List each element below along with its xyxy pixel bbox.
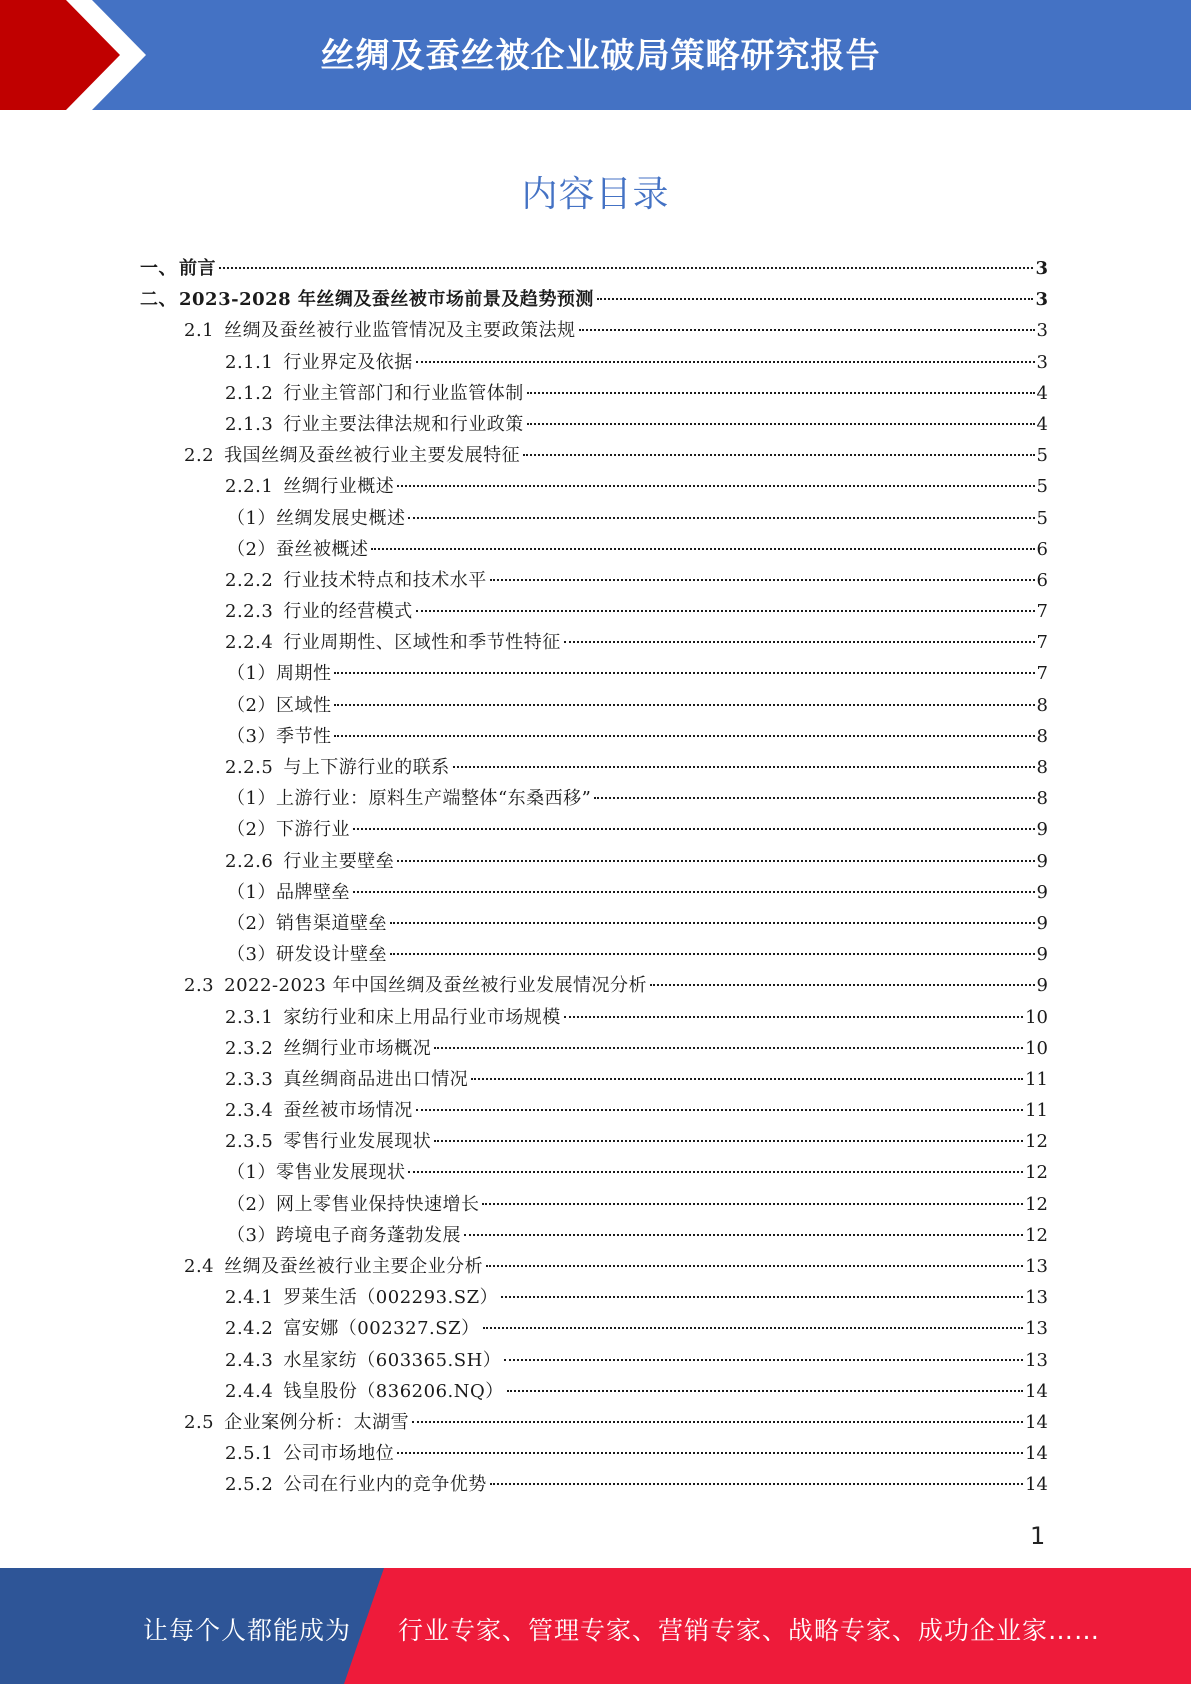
toc-entry-number: （1） xyxy=(227,1162,276,1184)
toc-entry[interactable] xyxy=(140,596,1048,627)
toc-entry-number: （2） xyxy=(227,694,276,716)
footer-slogan-right: 行业专家、管理专家、营销专家、战略专家、成功企业家…… xyxy=(398,1616,1101,1645)
toc-dot-leader xyxy=(507,1389,1023,1392)
toc-entry-label: 真丝绸商品进出口情况 xyxy=(283,1068,469,1090)
toc-dot-leader xyxy=(650,983,1034,986)
toc-dot-leader xyxy=(408,1170,1023,1173)
toc-entry[interactable] xyxy=(140,1469,1048,1500)
toc-dot-leader xyxy=(471,1077,1023,1080)
toc-entry-page: 9 xyxy=(1036,881,1048,903)
toc-dot-leader xyxy=(564,640,1035,643)
toc-dot-leader xyxy=(564,1015,1023,1018)
toc-entry-page: 9 xyxy=(1036,819,1048,841)
toc-entry-label: 丝绸发展史概述 xyxy=(275,507,406,529)
toc-entry-label: 行业主要壁垒 xyxy=(283,850,395,872)
toc-entry-page: 9 xyxy=(1036,975,1048,997)
toc-entry-number: 2.3.5 xyxy=(225,1131,274,1153)
toc-dot-leader xyxy=(353,890,1035,893)
toc-entry-number: 2.1.1 xyxy=(225,351,274,373)
toc-dot-leader xyxy=(594,796,1034,799)
toc-entry[interactable] xyxy=(140,503,1048,534)
toc-dot-leader xyxy=(527,391,1035,394)
toc-entry-number: 2.2.1 xyxy=(225,476,274,498)
toc-entry[interactable] xyxy=(140,253,1048,284)
toc-dot-leader xyxy=(434,1046,1023,1049)
toc-entry-page: 14 xyxy=(1025,1474,1048,1496)
toc-entry[interactable] xyxy=(140,1095,1048,1126)
toc-entry-page: 13 xyxy=(1025,1256,1048,1277)
toc-entry[interactable] xyxy=(140,1002,1048,1033)
toc-entry[interactable] xyxy=(140,970,1048,1001)
toc-entry-label: 罗莱生活（002293.SZ） xyxy=(283,1287,499,1309)
toc-entry-number: 2.3.2 xyxy=(225,1037,274,1059)
toc-entry-label: 行业技术特点和技术水平 xyxy=(283,569,487,591)
toc-entry-number: （2） xyxy=(227,1193,276,1215)
toc-entry-page: 8 xyxy=(1036,757,1048,778)
toc-entry[interactable] xyxy=(140,315,1048,346)
toc-entry-label: 与上下游行业的联系 xyxy=(283,757,450,778)
toc-entry-label: 行业主要法律法规和行业政策 xyxy=(283,413,524,435)
toc-entry-label: 跨境电子商务蓬勃发展 xyxy=(275,1224,461,1246)
toc-entry-number: 2.2.3 xyxy=(225,601,274,623)
toc-entry-page: 13 xyxy=(1025,1349,1048,1371)
toc-entry-page: 12 xyxy=(1025,1162,1048,1184)
toc-entry-number: （3） xyxy=(227,1224,276,1246)
toc-entry-page: 8 xyxy=(1036,725,1048,747)
toc-entry-label: 周期性 xyxy=(275,663,332,685)
toc-dot-leader xyxy=(334,703,1034,706)
toc-entry-label: 行业的经营模式 xyxy=(283,601,413,623)
toc-entry[interactable] xyxy=(140,814,1048,845)
toc-dot-leader xyxy=(486,1264,1023,1267)
toc-entry-page: 9 xyxy=(1036,944,1048,966)
toc-entry-number: （2） xyxy=(227,538,276,560)
toc-entry-page: 4 xyxy=(1036,413,1048,435)
toc-entry-label: 零售业发展现状 xyxy=(275,1162,406,1184)
toc-entry-number: （2） xyxy=(227,819,276,841)
toc-dot-leader xyxy=(408,516,1034,519)
toc-entry-label: 品牌壁垒 xyxy=(275,881,350,903)
toc-entry-label: 零售行业发展现状 xyxy=(283,1131,432,1153)
toc-entry-page: 13 xyxy=(1025,1318,1048,1340)
toc-dot-leader xyxy=(597,297,1034,300)
toc-entry-label: 公司在行业内的竞争优势 xyxy=(283,1474,487,1496)
toc-entry-page: 3 xyxy=(1036,351,1048,373)
toc-entry[interactable] xyxy=(140,1376,1048,1407)
toc-dot-leader xyxy=(412,1420,1023,1423)
toc-entry-label: 富安娜（002327.SZ） xyxy=(283,1318,480,1340)
toc-dot-leader xyxy=(464,1233,1023,1236)
toc-entry[interactable] xyxy=(140,1251,1048,1282)
toc-entry-page: 7 xyxy=(1036,601,1048,623)
toc-entry[interactable] xyxy=(140,471,1048,502)
toc-entry[interactable] xyxy=(140,1189,1048,1220)
toc-dot-leader xyxy=(527,422,1035,425)
toc-entry-label: 前言 xyxy=(179,258,216,279)
toc-entry-label: 上游行业：原料生产端整体“东桑西移” xyxy=(275,788,592,810)
toc-entry-label: 丝绸及蚕丝被行业主要企业分析 xyxy=(224,1256,484,1277)
toc-entry-number: （3） xyxy=(227,944,276,966)
toc-entry-label: 公司市场地位 xyxy=(283,1443,395,1465)
toc-entry[interactable] xyxy=(140,1064,1048,1095)
toc-entry-label: 区域性 xyxy=(275,694,332,716)
toc-dot-leader xyxy=(219,266,1033,269)
toc-entry-label: 丝绸及蚕丝被行业监管情况及主要政策法规 xyxy=(224,320,576,342)
toc-dot-leader xyxy=(334,671,1034,674)
toc-dot-leader xyxy=(579,328,1035,331)
toc-dot-leader xyxy=(353,827,1035,830)
toc-entry[interactable] xyxy=(140,1033,1048,1064)
toc-entry-page: 12 xyxy=(1025,1224,1048,1246)
toc-dot-leader xyxy=(490,578,1035,581)
toc-entry-page: 5 xyxy=(1036,445,1048,467)
toc-dot-leader xyxy=(416,609,1035,612)
toc-entry-page: 4 xyxy=(1036,382,1048,404)
toc-entry-label: 季节性 xyxy=(275,725,332,747)
toc-entry-label: 网上零售业保持快速增长 xyxy=(275,1193,480,1215)
toc-entry-page: 7 xyxy=(1036,663,1048,685)
toc-entry-number: 2.4.1 xyxy=(225,1287,274,1309)
toc-entry-number: 2.4 xyxy=(184,1256,215,1277)
toc-dot-leader xyxy=(482,1202,1023,1205)
toc-entry[interactable] xyxy=(140,1313,1048,1344)
toc-entry-number: 2.2.2 xyxy=(225,569,274,591)
toc-entry-page: 6 xyxy=(1036,538,1048,560)
toc-dot-leader xyxy=(397,484,1034,487)
footer-slogan-left: 让每个人都能成为 xyxy=(143,1616,352,1645)
toc-entry-number: 二、 xyxy=(140,289,177,311)
toc-entry[interactable] xyxy=(140,658,1048,689)
toc-entry-number: 2.3.4 xyxy=(225,1100,274,1122)
toc-entry[interactable] xyxy=(140,1220,1048,1251)
toc-entry-page: 8 xyxy=(1036,694,1048,716)
toc-entry[interactable] xyxy=(140,284,1048,315)
toc-entry[interactable] xyxy=(140,378,1048,409)
toc-entry-label: 蚕丝被概述 xyxy=(275,538,369,560)
header-banner xyxy=(0,0,1191,110)
toc-entry-page: 9 xyxy=(1036,850,1048,872)
toc-entry-number: （3） xyxy=(227,725,276,747)
toc-entry[interactable] xyxy=(140,1407,1048,1438)
toc-entry-label: 行业主管部门和行业监管体制 xyxy=(283,382,524,404)
toc-entry-label: 水星家纺（603365.SH） xyxy=(283,1349,502,1371)
toc-entry-label: 2023-2028 年丝绸及蚕丝被市场前景及趋势预测 xyxy=(179,289,594,311)
toc-entry-page: 3 xyxy=(1035,258,1048,279)
toc-dot-leader xyxy=(390,952,1035,955)
toc-entry[interactable] xyxy=(140,1438,1048,1469)
toc-entry-label: 研发设计壁垒 xyxy=(275,944,387,966)
toc-entry-number: 2.3.1 xyxy=(225,1006,274,1028)
toc-entry-label: 钱皇股份（836206.NQ） xyxy=(283,1380,504,1402)
toc-entry[interactable] xyxy=(140,565,1048,596)
toc-entry-number: 2.5.2 xyxy=(225,1474,274,1496)
toc-entry[interactable] xyxy=(140,752,1048,783)
toc-entry-number: 2.1 xyxy=(184,320,215,342)
toc-entry[interactable] xyxy=(140,347,1048,378)
toc-entry-number: 2.2 xyxy=(184,445,215,467)
toc-entry-number: 2.4.3 xyxy=(225,1349,274,1371)
toc-heading: 内容目录 xyxy=(521,174,670,215)
toc-dot-leader xyxy=(501,1295,1023,1298)
toc-entry[interactable] xyxy=(140,783,1048,814)
toc-entry[interactable] xyxy=(140,1157,1048,1188)
toc-entry-page: 14 xyxy=(1025,1411,1048,1433)
page-number: 1 xyxy=(1030,1522,1046,1550)
toc-entry-number: 2.1.2 xyxy=(225,382,274,404)
toc-entry-number: （2） xyxy=(227,912,276,934)
toc-dot-leader xyxy=(416,360,1035,363)
toc-entry-number: （1） xyxy=(227,788,276,810)
toc-dot-leader xyxy=(397,859,1034,862)
footer-banner xyxy=(0,1568,1191,1684)
toc-entry-page: 7 xyxy=(1036,632,1048,654)
toc-entry-page: 11 xyxy=(1025,1068,1048,1090)
toc-entry-label: 蚕丝被市场情况 xyxy=(283,1100,413,1122)
report-title: 丝绸及蚕丝被企业破局策略研究报告 xyxy=(320,36,881,76)
toc-entry[interactable] xyxy=(140,1345,1048,1376)
toc-entry[interactable] xyxy=(140,534,1048,565)
toc-entry-page: 8 xyxy=(1036,788,1048,810)
toc-dot-leader xyxy=(371,547,1034,550)
toc-entry[interactable] xyxy=(140,908,1048,939)
toc-entry-label: 丝绸行业概述 xyxy=(283,476,395,498)
toc-entry[interactable] xyxy=(140,1126,1048,1157)
toc-entry-label: 2022-2023 年中国丝绸及蚕丝被行业发展情况分析 xyxy=(224,975,648,997)
toc-entry-page: 5 xyxy=(1036,476,1048,498)
toc-entry-number: （1） xyxy=(227,507,276,529)
toc-dot-leader xyxy=(434,1139,1023,1142)
toc-entry[interactable] xyxy=(140,440,1048,471)
toc-entry-label: 丝绸行业市场概况 xyxy=(283,1037,432,1059)
toc-entry-label: 行业周期性、区域性和季节性特征 xyxy=(283,632,561,654)
toc-entry-label: 我国丝绸及蚕丝被行业主要发展特征 xyxy=(224,445,521,467)
toc-entry-page: 10 xyxy=(1025,1006,1048,1028)
toc-dot-leader xyxy=(523,453,1034,456)
toc-entry[interactable] xyxy=(140,627,1048,658)
toc-entry-page: 3 xyxy=(1036,320,1048,342)
table-of-contents xyxy=(140,253,1048,1501)
toc-dot-leader xyxy=(397,1451,1023,1454)
toc-dot-leader xyxy=(390,921,1035,924)
toc-entry-number: 一、 xyxy=(140,258,177,279)
toc-entry[interactable] xyxy=(140,939,1048,970)
toc-entry-number: 2.2.6 xyxy=(225,850,274,872)
toc-entry-number: 2.3 xyxy=(184,975,215,997)
toc-entry-label: 销售渠道壁垒 xyxy=(275,912,387,934)
toc-entry[interactable] xyxy=(140,690,1048,721)
toc-dot-leader xyxy=(483,1326,1024,1329)
toc-entry-page: 13 xyxy=(1025,1287,1048,1309)
toc-dot-leader xyxy=(416,1108,1023,1111)
toc-entry-page: 14 xyxy=(1025,1443,1048,1465)
toc-entry[interactable] xyxy=(140,1282,1048,1313)
toc-entry-number: 2.4.4 xyxy=(225,1380,274,1402)
toc-entry[interactable] xyxy=(140,877,1048,908)
toc-entry-number: 2.1.3 xyxy=(225,413,274,435)
toc-entry-page: 11 xyxy=(1025,1100,1048,1122)
toc-entry-number: 2.5.1 xyxy=(225,1443,274,1465)
toc-entry[interactable] xyxy=(140,721,1048,752)
toc-entry-number: 2.4.2 xyxy=(225,1318,274,1340)
toc-entry-number: 2.2.5 xyxy=(225,757,274,778)
toc-entry-number: 2.3.3 xyxy=(225,1068,274,1090)
toc-entry-number: 2.2.4 xyxy=(225,632,274,654)
toc-entry-page: 12 xyxy=(1025,1131,1048,1153)
toc-entry-label: 企业案例分析：太湖雪 xyxy=(224,1411,410,1433)
toc-dot-leader xyxy=(334,734,1034,737)
toc-entry-page: 9 xyxy=(1036,912,1048,934)
toc-dot-leader xyxy=(490,1482,1023,1485)
toc-entry[interactable] xyxy=(140,846,1048,877)
toc-entry-page: 6 xyxy=(1036,569,1048,591)
toc-entry-number: 2.5 xyxy=(184,1411,215,1433)
toc-entry-page: 3 xyxy=(1035,289,1048,311)
toc-entry-label: 下游行业 xyxy=(275,819,350,841)
toc-entry-page: 12 xyxy=(1025,1193,1048,1215)
toc-entry-page: 5 xyxy=(1036,507,1048,529)
toc-dot-leader xyxy=(504,1358,1023,1361)
toc-entry-page: 14 xyxy=(1025,1380,1048,1402)
toc-entry-label: 行业界定及依据 xyxy=(283,351,413,373)
toc-entry[interactable] xyxy=(140,409,1048,440)
toc-dot-leader xyxy=(453,765,1035,768)
toc-entry-page: 10 xyxy=(1025,1037,1048,1059)
toc-entry-label: 家纺行业和床上用品行业市场规模 xyxy=(283,1006,561,1028)
toc-entry-number: （1） xyxy=(227,881,276,903)
toc-entry-number: （1） xyxy=(227,663,276,685)
